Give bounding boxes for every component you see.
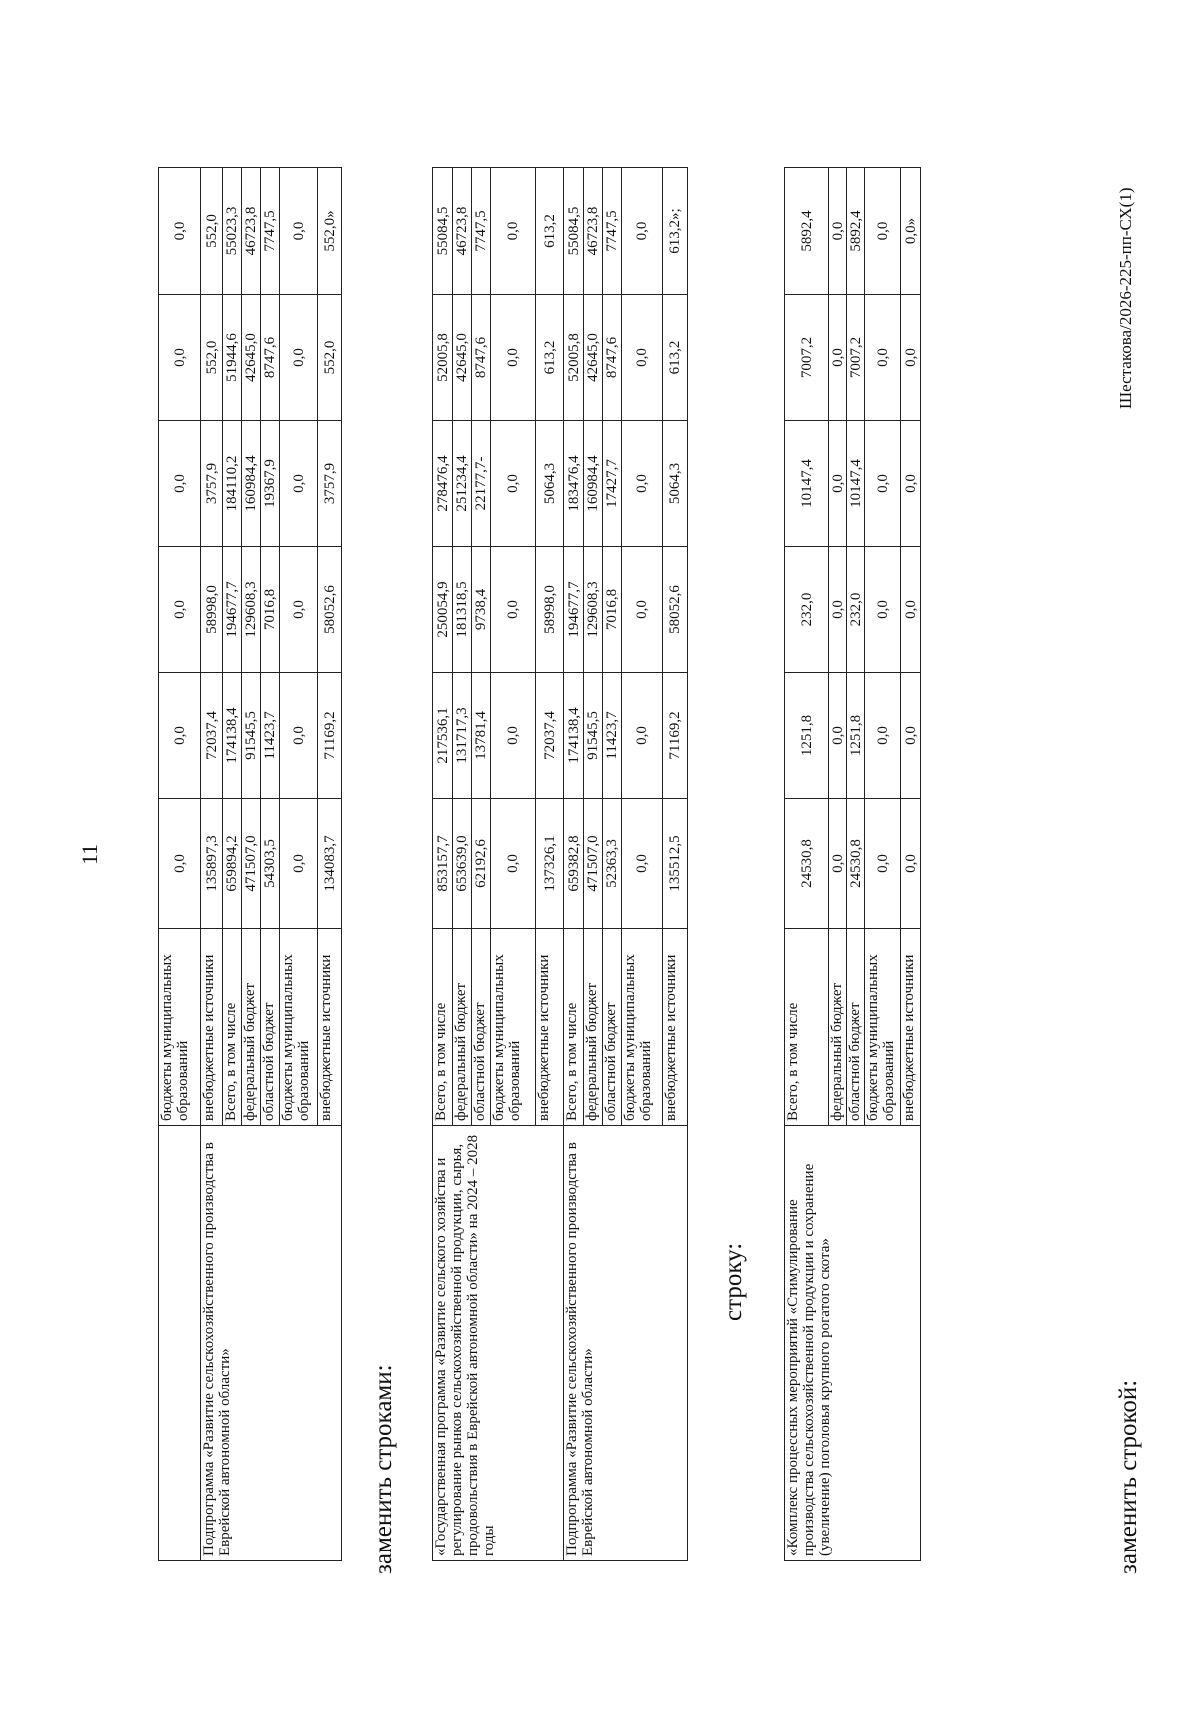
amount-cell: 91545,5 [242, 673, 261, 799]
funding-source-cell: областной бюджет [847, 929, 865, 1126]
amount-cell: 184110,2 [223, 421, 242, 547]
amount-cell: 11423,7 [603, 673, 622, 799]
amount-cell: 0,0 [901, 547, 921, 673]
amount-cell: 72037,4 [536, 673, 564, 799]
amount-cell: 46723,8 [453, 168, 472, 295]
amount-cell: 46723,8 [584, 168, 603, 295]
table-row [159, 168, 201, 1561]
amount-cell: 22177,7- [472, 421, 491, 547]
amount-cell: 71169,2 [663, 673, 688, 799]
amount-cell: 552,0» [318, 168, 342, 295]
amount-cell: 232,0 [785, 547, 829, 673]
amount-cell: 0,0 [280, 799, 318, 929]
funding-source-cell: бюджеты муниципальных образований [865, 929, 901, 1126]
funding-source-cell: областной бюджет [261, 929, 280, 1126]
amount-cell: 42645,0 [453, 295, 472, 421]
amount-cell: 0,0 [159, 168, 201, 295]
amount-cell: 51944,6 [223, 295, 242, 421]
amount-cell: 181318,5 [453, 547, 472, 673]
amount-cell: 134083,7 [318, 799, 342, 929]
amount-cell: 24530,8 [847, 799, 865, 929]
amount-cell: 217536,1 [433, 673, 453, 799]
amount-cell: 174138,4 [564, 673, 584, 799]
amount-cell: 46723,8 [242, 168, 261, 295]
amount-cell: 0,0 [491, 547, 536, 673]
amount-cell: 0,0 [829, 421, 847, 547]
amount-cell: 7747,5 [472, 168, 491, 295]
amount-cell: 58998,0 [536, 547, 564, 673]
funding-source-cell: внебюджетные источники [663, 929, 688, 1126]
program-name-cell: Подпрограмма «Развитие сельскохозяйственного производства в Еврейской автономной области» [564, 1126, 688, 1561]
funding-source-cell: областной бюджет [472, 929, 491, 1126]
amount-cell: 52005,8 [564, 295, 584, 421]
amount-cell: 653639,0 [453, 799, 472, 929]
amount-cell: 232,0 [847, 547, 865, 673]
amount-cell: 552,0 [318, 295, 342, 421]
amount-cell: 0,0 [622, 547, 663, 673]
budget-table-mid [432, 167, 688, 1561]
table-row [564, 168, 584, 1561]
amount-cell: 11423,7 [261, 673, 280, 799]
amount-cell: 659894,2 [223, 799, 242, 929]
amount-cell: 0,0 [280, 673, 318, 799]
funding-source-cell: федеральный бюджет [584, 929, 603, 1126]
funding-source-cell: внебюджетные источники [536, 929, 564, 1126]
funding-source-cell: внебюджетные источники [201, 929, 223, 1126]
amount-cell: 0,0 [280, 295, 318, 421]
program-name-cell [159, 1126, 201, 1561]
amount-cell: 55084,5 [564, 168, 584, 295]
amount-cell: 0,0 [159, 295, 201, 421]
amount-cell: 8747,6 [261, 295, 280, 421]
amount-cell: 10147,4 [785, 421, 829, 547]
amount-cell: 129608,3 [242, 547, 261, 673]
amount-cell: 7016,8 [603, 547, 622, 673]
amount-cell: 0,0 [159, 673, 201, 799]
amount-cell: 13781,4 [472, 673, 491, 799]
amount-cell: 58998,0 [201, 547, 223, 673]
funding-source-cell: федеральный бюджет [242, 929, 261, 1126]
amount-cell: 0,0 [901, 295, 921, 421]
funding-source-cell: федеральный бюджет [829, 929, 847, 1126]
heading-replace-row: заменить строкой: [1115, 1379, 1142, 1574]
amount-cell: 0,0 [865, 168, 901, 295]
amount-cell: 0,0» [901, 168, 921, 295]
amount-cell: 55084,5 [433, 168, 453, 295]
amount-cell: 52005,8 [433, 295, 453, 421]
amount-cell: 0,0 [280, 547, 318, 673]
amount-cell: 0,0 [159, 421, 201, 547]
amount-cell: 160984,4 [584, 421, 603, 547]
table-row [433, 168, 453, 1561]
amount-cell: 55023,3 [223, 168, 242, 295]
amount-cell: 0,0 [622, 295, 663, 421]
funding-source-cell: бюджеты муниципальных образований [159, 929, 201, 1126]
amount-cell: 17427,7 [603, 421, 622, 547]
amount-cell: 0,0 [491, 421, 536, 547]
funding-source-cell: бюджеты муниципальных образований [622, 929, 663, 1126]
amount-cell: 42645,0 [242, 295, 261, 421]
amount-cell: 7016,8 [261, 547, 280, 673]
amount-cell: 0,0 [622, 673, 663, 799]
amount-cell: 3757,9 [201, 421, 223, 547]
amount-cell: 250054,9 [433, 547, 453, 673]
funding-source-cell: Всего, в том числе [785, 929, 829, 1126]
funding-source-cell: федеральный бюджет [453, 929, 472, 1126]
amount-cell: 0,0 [829, 168, 847, 295]
amount-cell: 0,0 [901, 421, 921, 547]
amount-cell: 0,0 [829, 547, 847, 673]
budget-table-bottom [784, 167, 921, 1561]
amount-cell: 0,0 [865, 547, 901, 673]
funding-source-cell: внебюджетные источники [318, 929, 342, 1126]
amount-cell: 7007,2 [785, 295, 829, 421]
amount-cell: 613,2 [663, 295, 688, 421]
amount-cell: 183476,4 [564, 421, 584, 547]
amount-cell: 129608,3 [584, 547, 603, 673]
amount-cell: 471507,0 [584, 799, 603, 929]
amount-cell: 135897,3 [201, 799, 223, 929]
amount-cell: 552,0 [201, 168, 223, 295]
amount-cell: 72037,4 [201, 673, 223, 799]
amount-cell: 7007,2 [847, 295, 865, 421]
funding-source-cell: Всего, в том числе [564, 929, 584, 1126]
funding-source-cell: областной бюджет [603, 929, 622, 1126]
amount-cell: 0,0 [491, 799, 536, 929]
amount-cell: 0,0 [829, 295, 847, 421]
amount-cell: 0,0 [865, 673, 901, 799]
amount-cell: 131717,3 [453, 673, 472, 799]
table-row [201, 168, 223, 1561]
amount-cell: 0,0 [491, 673, 536, 799]
amount-cell: 0,0 [280, 421, 318, 547]
amount-cell: 0,0 [901, 799, 921, 929]
amount-cell: 174138,4 [223, 673, 242, 799]
amount-cell: 0,0 [622, 799, 663, 929]
amount-cell: 58052,6 [663, 547, 688, 673]
amount-cell: 10147,4 [847, 421, 865, 547]
amount-cell: 91545,5 [584, 673, 603, 799]
amount-cell: 9738,4 [472, 547, 491, 673]
amount-cell: 613,2 [536, 168, 564, 295]
amount-cell: 0,0 [491, 295, 536, 421]
amount-cell: 137326,1 [536, 799, 564, 929]
document-code: Шестакова/2026-225-пп-СХ(1) [1116, 187, 1135, 409]
program-name-cell: «Комплекс процессных мероприятий «Стимулирование производства сельскохозяйственной продукции и сохранение (увеличение) поголовья крупного рогатого скота» [785, 1126, 921, 1561]
funding-source-cell: Всего, в том числе [223, 929, 242, 1126]
amount-cell: 5064,3 [536, 421, 564, 547]
amount-cell: 24530,8 [785, 799, 829, 929]
amount-cell: 8747,6 [472, 295, 491, 421]
amount-cell: 0,0 [280, 168, 318, 295]
heading-row: строку: [720, 1242, 747, 1321]
amount-cell: 8747,6 [603, 295, 622, 421]
amount-cell: 0,0 [865, 799, 901, 929]
amount-cell: 160984,4 [242, 421, 261, 547]
amount-cell: 471507,0 [242, 799, 261, 929]
funding-source-cell: бюджеты муниципальных образований [491, 929, 536, 1126]
amount-cell: 659382,8 [564, 799, 584, 929]
amount-cell: 58052,6 [318, 547, 342, 673]
funding-source-cell: Всего, в том числе [433, 929, 453, 1126]
table-row [785, 168, 829, 1561]
amount-cell: 0,0 [622, 421, 663, 547]
amount-cell: 0,0 [159, 799, 201, 929]
amount-cell: 7747,5 [261, 168, 280, 295]
funding-source-cell: внебюджетные источники [901, 929, 921, 1126]
program-name-cell: Подпрограмма «Развитие сельскохозяйственного производства в Еврейской автономной области» [201, 1126, 342, 1561]
program-name-cell: «Государственная программа «Развитие сельского хозяйства и регулирование рынков сельскохозяйственной продукции, сырья, продовольствия в Еврейской автономной области» на 2024 – 2028 годы [433, 1126, 564, 1561]
page-number: 11 [77, 843, 102, 865]
amount-cell: 1251,8 [785, 673, 829, 799]
amount-cell: 71169,2 [318, 673, 342, 799]
heading-replace-rows: заменить строками: [370, 1364, 397, 1574]
amount-cell: 278476,4 [433, 421, 453, 547]
amount-cell: 54303,5 [261, 799, 280, 929]
amount-cell: 0,0 [865, 295, 901, 421]
amount-cell: 42645,0 [584, 295, 603, 421]
budget-table-top [158, 167, 342, 1561]
amount-cell: 5892,4 [785, 168, 829, 295]
amount-cell: 1251,8 [847, 673, 865, 799]
amount-cell: 7747,5 [603, 168, 622, 295]
amount-cell: 194677,7 [223, 547, 242, 673]
amount-cell: 19367,9 [261, 421, 280, 547]
amount-cell: 0,0 [159, 547, 201, 673]
amount-cell: 552,0 [201, 295, 223, 421]
amount-cell: 135512,5 [663, 799, 688, 929]
amount-cell: 853157,7 [433, 799, 453, 929]
amount-cell: 0,0 [622, 168, 663, 295]
amount-cell: 5892,4 [847, 168, 865, 295]
amount-cell: 0,0 [865, 421, 901, 547]
amount-cell: 0,0 [491, 168, 536, 295]
amount-cell: 52363,3 [603, 799, 622, 929]
amount-cell: 613,2 [536, 295, 564, 421]
amount-cell: 3757,9 [318, 421, 342, 547]
funding-source-cell: бюджеты муниципальных образований [280, 929, 318, 1126]
amount-cell: 62192,6 [472, 799, 491, 929]
amount-cell: 194677,7 [564, 547, 584, 673]
amount-cell: 0,0 [901, 673, 921, 799]
amount-cell: 5064,3 [663, 421, 688, 547]
amount-cell: 0,0 [829, 673, 847, 799]
amount-cell: 251234,4 [453, 421, 472, 547]
amount-cell: 613,2»; [663, 168, 688, 295]
amount-cell: 0,0 [829, 799, 847, 929]
